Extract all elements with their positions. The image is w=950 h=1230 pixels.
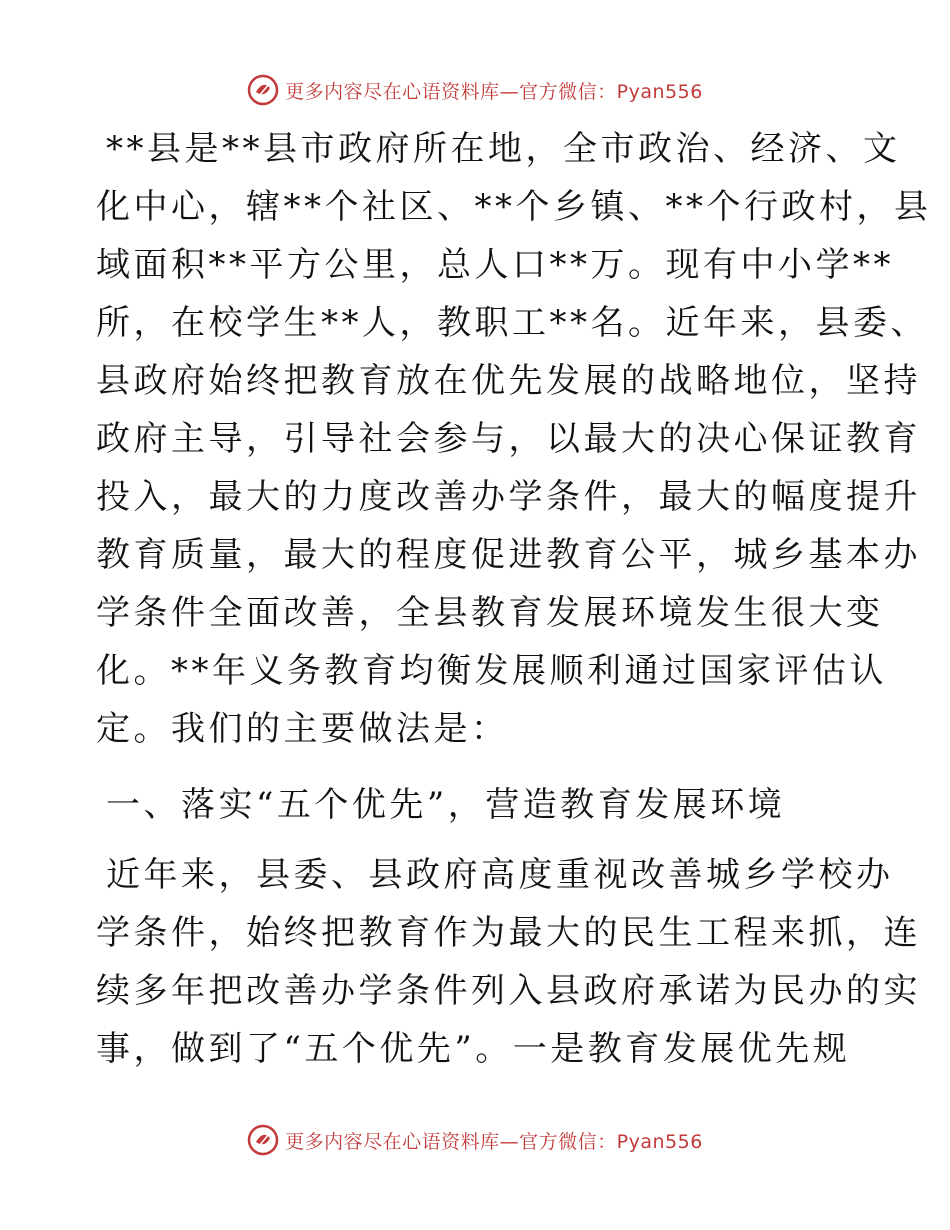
text-line: 投入，最大的力度改善办学条件，最大的幅度提升 [96, 477, 921, 517]
text-line: 化中心，辖**个社区、**个乡镇、**个行政村，县 [96, 187, 932, 227]
logo-icon [247, 1124, 279, 1156]
header-watermark [0, 70, 950, 110]
text-line: 近年来，县委、县政府高度重视改善城乡学校办 [106, 855, 894, 895]
text-line: 县政府始终把教育放在优先发展的战略地位，坚持 [96, 361, 921, 401]
watermark-text: 更多内容尽在心语资料库—官方微信：Pyan556 [285, 80, 703, 103]
document-body [96, 120, 932, 1078]
text-line: 定。我们的主要做法是： [96, 709, 509, 749]
text-line: 学条件，始终把教育作为最大的民生工程来抓，连 [96, 913, 921, 953]
footer-watermark [0, 1120, 950, 1160]
text-line: 所，在校学生**人，教职工**名。近年来，县委、 [96, 303, 928, 343]
text-line: 域面积**平方公里，总人口**万。现有中小学** [96, 245, 894, 285]
watermark-text: 更多内容尽在心语资料库—官方微信：Pyan556 [285, 1130, 703, 1153]
text-line: **县是**县市政府所在地，全市政治、经济、文 [106, 129, 901, 169]
text-line: 教育质量，最大的程度促进教育公平，城乡基本办 [96, 535, 921, 575]
text-line: 政府主导，引导社会参与，以最大的决心保证教育 [96, 419, 921, 459]
text-line: 续多年把改善办学条件列入县政府承诺为民办的实 [96, 971, 921, 1011]
section-heading: 一、落实“五个优先”，营造教育发展环境 [106, 785, 786, 825]
text-line: 化。**年义务教育均衡发展顺利通过国家评估认 [96, 651, 887, 691]
text-line: 学条件全面改善，全县教育发展环境发生很大变 [96, 593, 884, 633]
logo-icon [247, 74, 279, 106]
text-line: 事，做到了“五个优先”。一是教育发展优先规 [96, 1029, 851, 1069]
